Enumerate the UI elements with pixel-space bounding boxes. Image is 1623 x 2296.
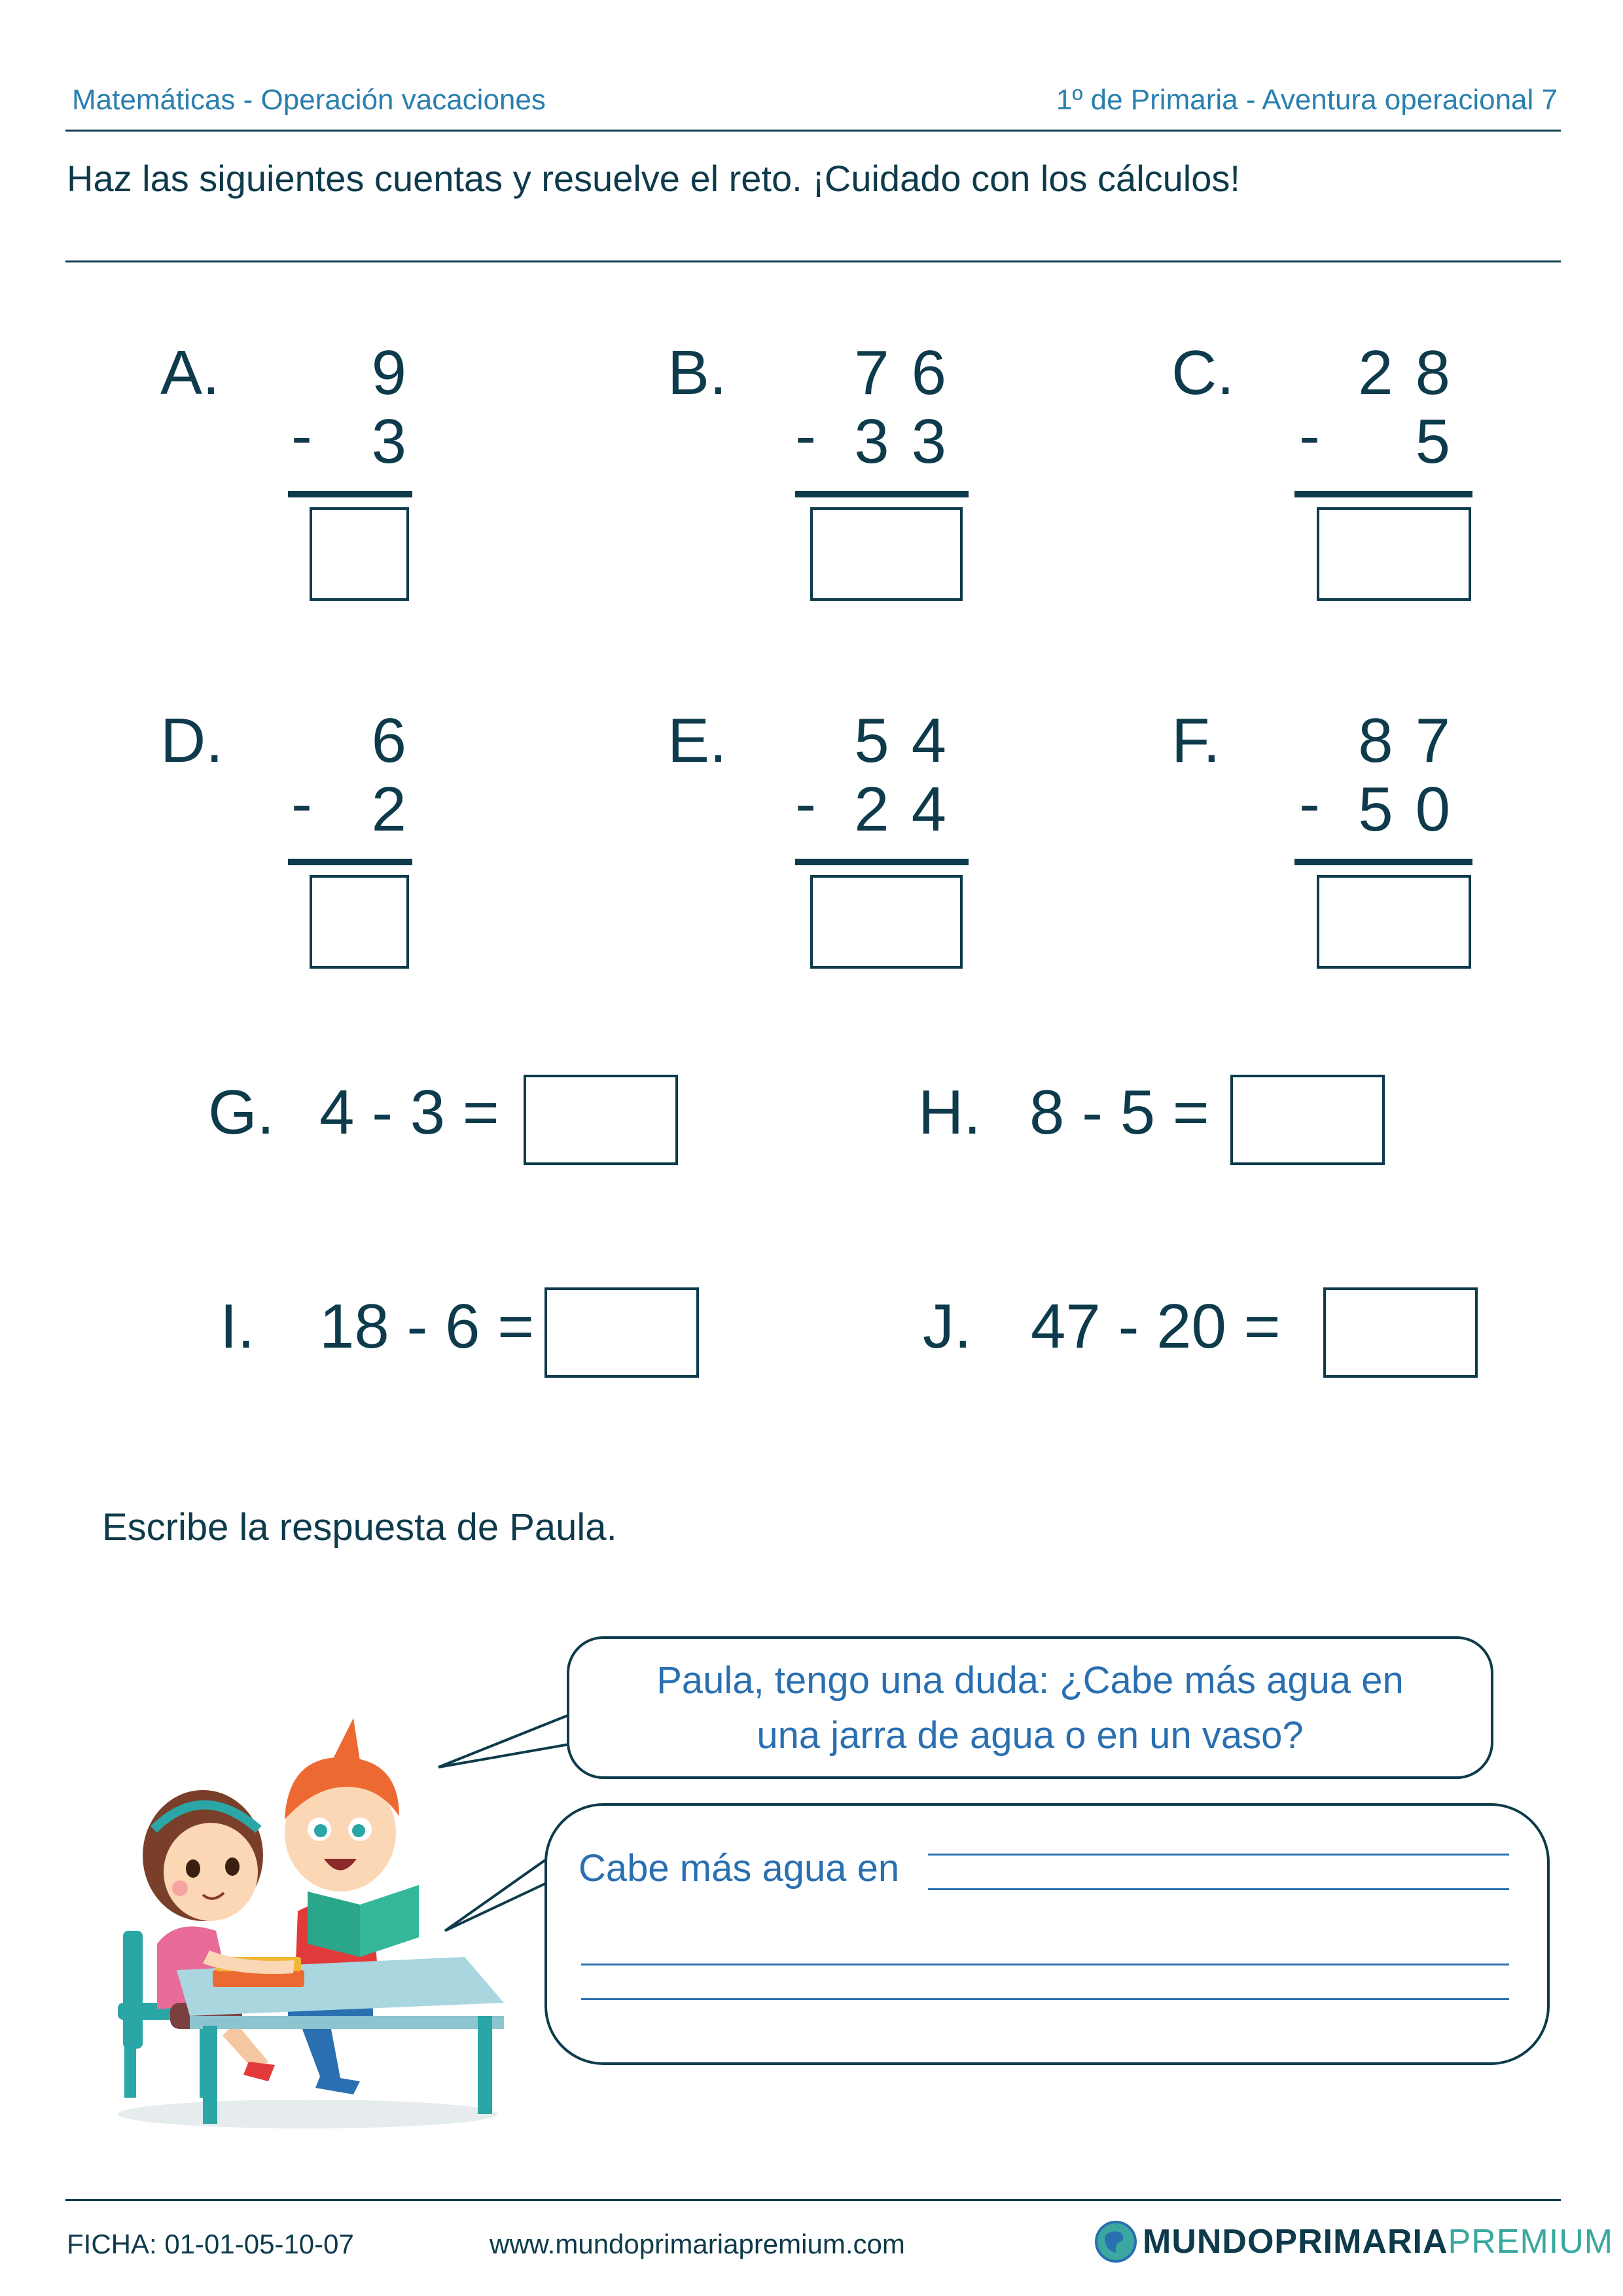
minus-sign: - [291,401,312,471]
operation-j [923,1291,1281,1363]
globe-icon [1094,2220,1137,2263]
logo-mundo: MUNDO [1143,2223,1275,2261]
header-level: 1º de Primaria - Aventura operacional 7 [1056,84,1558,116]
answer-line-2[interactable] [928,1888,1509,1890]
answer-line-4[interactable] [581,1998,1509,2000]
operation-letter: F. [1171,706,1221,776]
operation-f [1171,705,1472,980]
operation-expression: 8 - 5 = [1029,1077,1209,1147]
answer-box-g[interactable] [524,1075,678,1165]
minus-sign: - [795,401,816,471]
result-bar [795,859,969,865]
minuend: 9 [371,338,429,408]
operation-letter: H. [918,1077,981,1147]
instructions: Haz las siguientes cuentas y resuelve el reto. ¡Cuidado con los cálculos! [67,158,1240,199]
operation-letter: A. [160,338,220,408]
subtrahend: 2 [371,774,429,844]
header-subject: Matemáticas - Operación vacaciones [72,84,546,116]
operation-a [160,337,429,612]
operation-letter: B. [668,338,727,408]
challenge-prompt: Escribe la respuesta de Paula. [102,1506,617,1549]
subtrahend: 33 [854,406,969,476]
answer-line-1[interactable] [928,1854,1509,1856]
answer-box[interactable] [310,875,409,969]
operation-expression: 18 - 6 = [319,1291,535,1361]
brand-logo [1094,2220,1613,2263]
operation-expression: 47 - 20 = [1031,1291,1281,1361]
answer-box[interactable] [810,507,963,601]
header-rule [65,130,1561,132]
subtrahend: 5 [1415,406,1472,476]
answer-box[interactable] [810,875,963,969]
operation-letter: G. [208,1077,275,1147]
operation-expression: 4 - 3 = [319,1077,499,1147]
answer-box-h[interactable] [1230,1075,1385,1165]
question-line-1: Paula, tengo una duda: ¿Cabe más agua en [656,1659,1404,1702]
operation-letter: D. [160,706,223,776]
result-bar [1294,859,1472,865]
operation-letter: E. [668,706,727,776]
operation-g [208,1077,499,1149]
minuend: 6 [371,706,429,776]
operation-letter: I. [220,1291,255,1361]
logo-premium: PREMIUM [1448,2223,1614,2261]
minus-sign: - [1299,768,1320,838]
minus-sign: - [795,768,816,838]
answer-box-j[interactable] [1323,1287,1478,1378]
operation-e [668,705,969,980]
result-bar [288,491,412,497]
operation-letter: C. [1171,338,1234,408]
instructions-rule [65,260,1561,262]
result-bar [288,859,412,865]
minuend: 87 [1358,706,1472,776]
operation-c [1171,337,1472,612]
answer-label: Cabe más agua en [579,1847,900,1890]
subtrahend: 24 [854,774,969,844]
answer-box[interactable] [310,507,409,601]
operation-i [220,1291,534,1363]
worksheet-code: FICHA: 01-01-05-10-07 [67,2229,354,2259]
minus-sign: - [291,768,312,838]
minuend: 76 [854,338,969,408]
answer-box[interactable] [1317,507,1471,601]
answer-box[interactable] [1317,875,1471,969]
answer-line-3[interactable] [581,1964,1509,1965]
operation-h [918,1077,1209,1149]
logo-primaria: PRIMARIA [1274,2223,1448,2261]
operation-letter: J. [923,1291,972,1361]
footer-rule [65,2199,1561,2201]
website-url[interactable]: www.mundoprimariapremium.com [490,2229,905,2259]
subtrahend: 3 [371,406,429,476]
minuend: 28 [1358,338,1472,408]
subtrahend: 50 [1358,774,1472,844]
operation-b [668,337,969,612]
result-bar [1294,491,1472,497]
operation-d [160,705,429,980]
minuend: 54 [854,706,969,776]
question-line-2: una jarra de agua o en un vaso? [757,1714,1304,1757]
minus-sign: - [1299,401,1320,471]
result-bar [795,491,969,497]
answer-bubble [544,1803,1550,2065]
question-bubble [567,1636,1493,1779]
answer-box-i[interactable] [544,1287,699,1378]
